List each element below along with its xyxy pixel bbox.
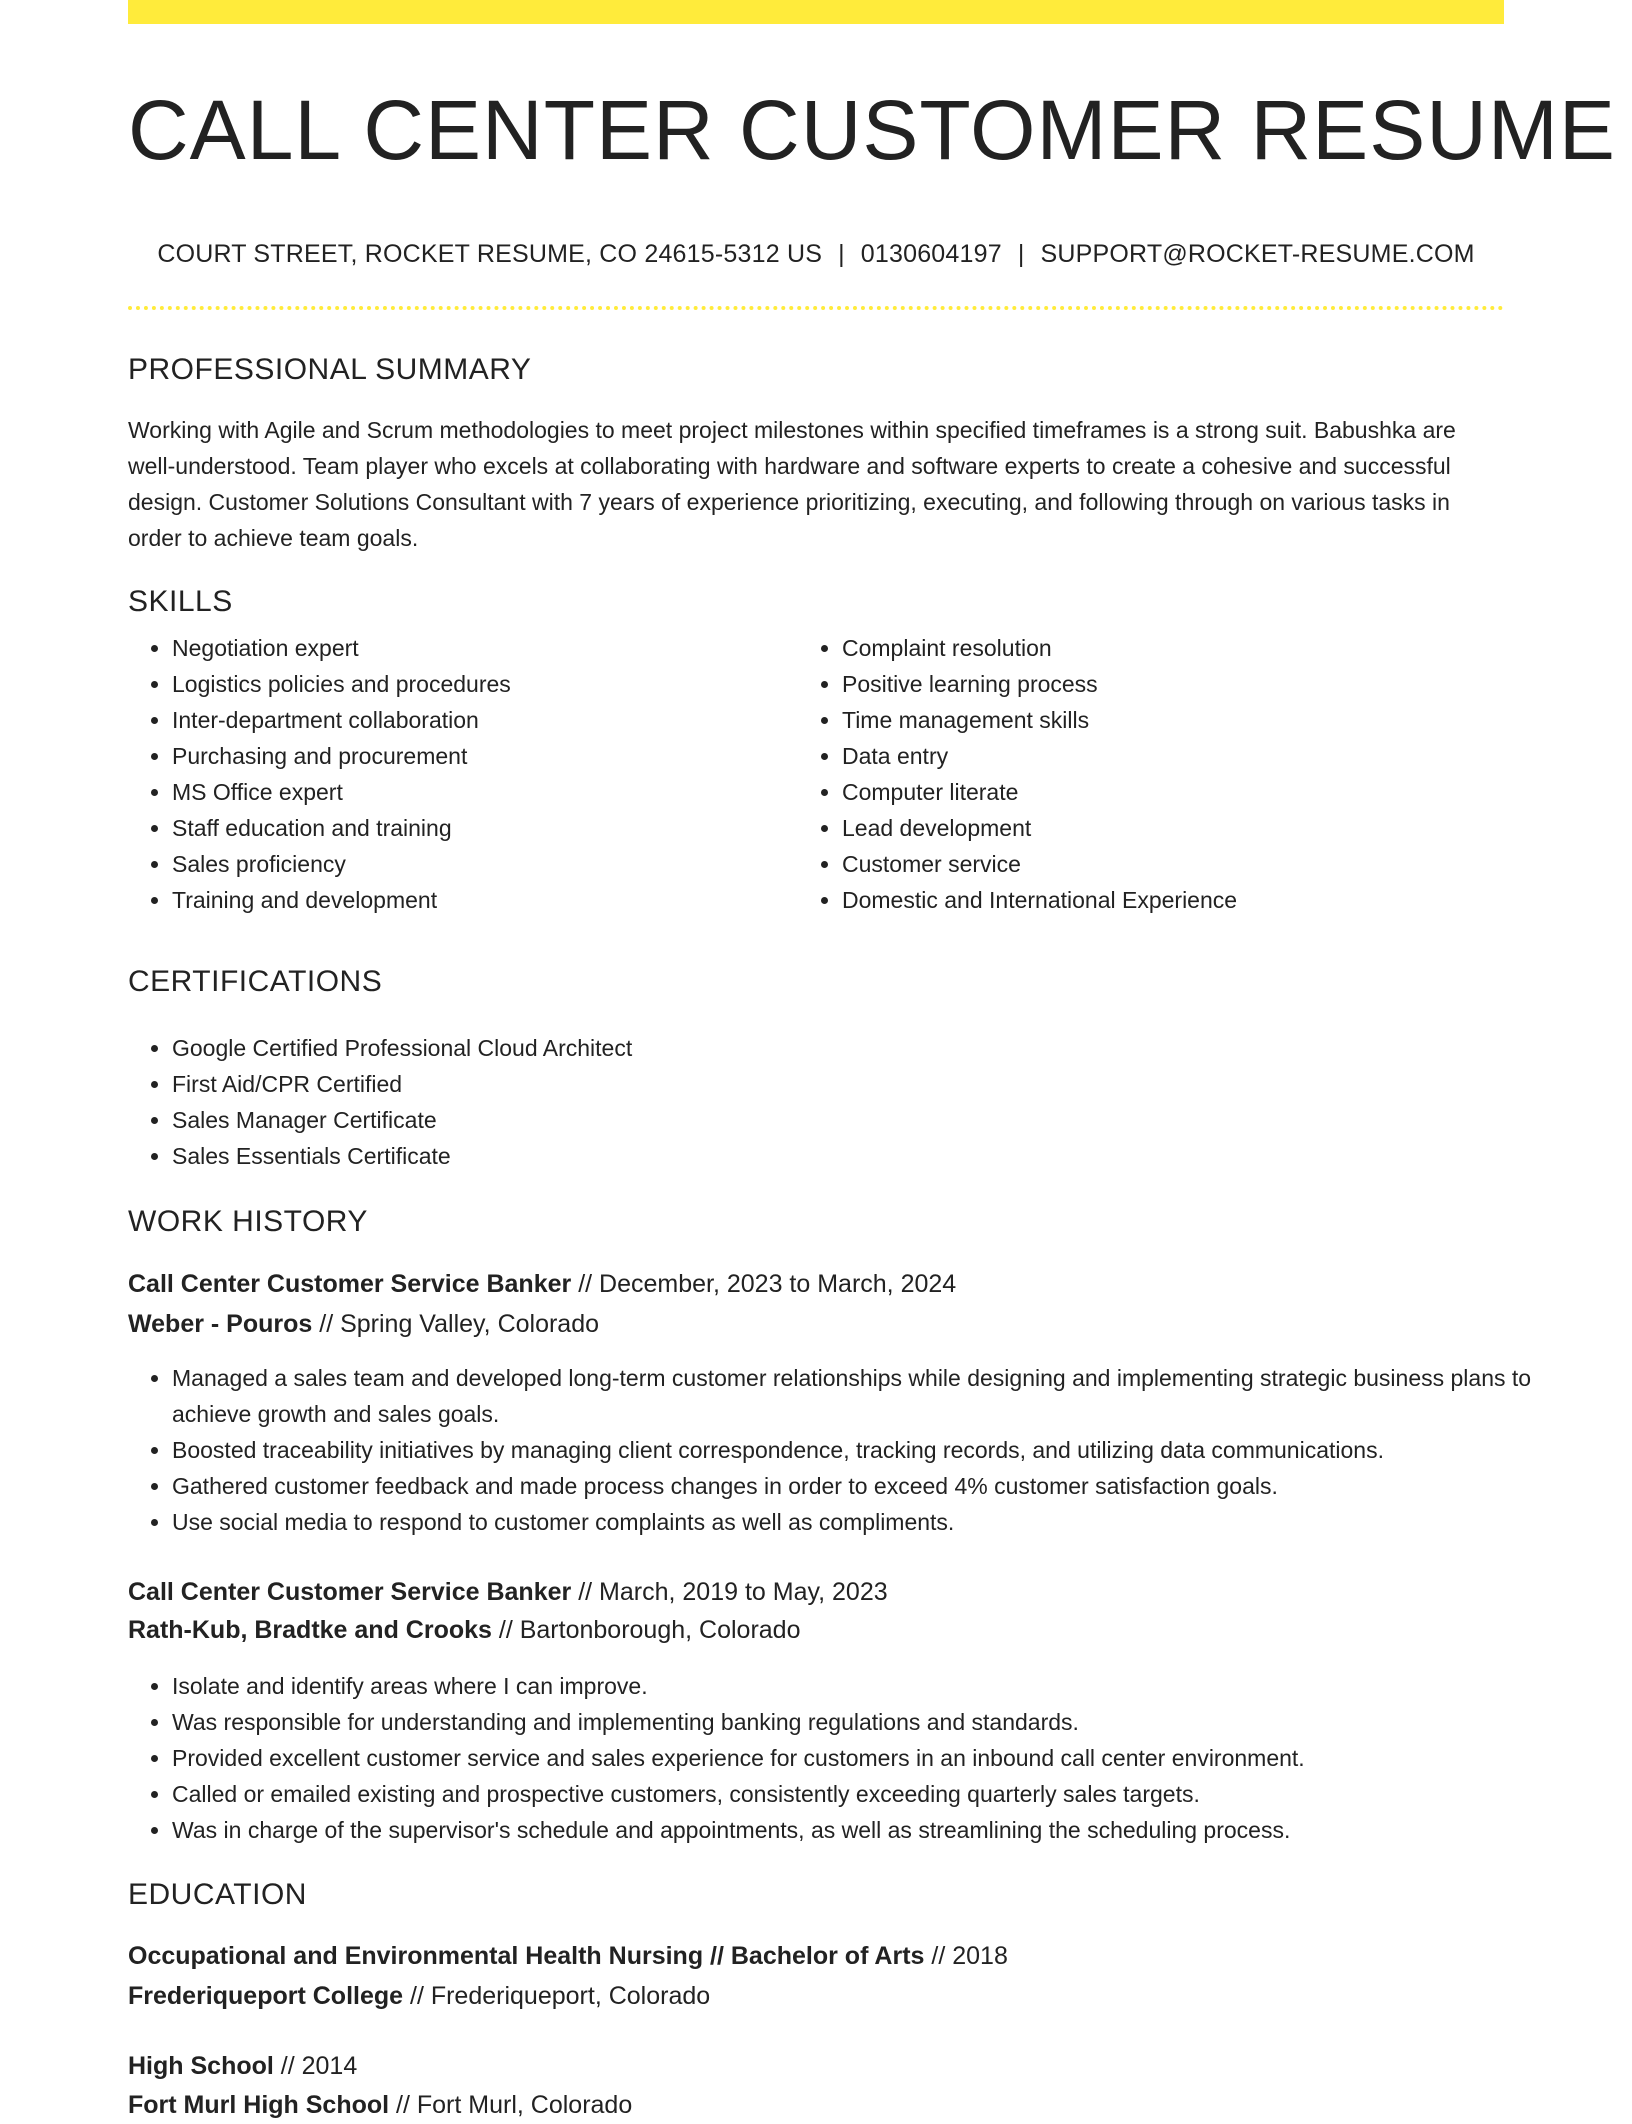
skill-item: • Negotiation expert — [172, 630, 792, 666]
job-bullet: • Isolate and identify areas where I can improve. — [172, 1668, 1548, 1704]
education-school: Fort Murl High School — [128, 2091, 390, 2119]
education-school-line — [128, 1977, 710, 2015]
job-dates: // March, 2019 to May, 2023 — [578, 1578, 888, 1606]
skill-item: • Sales proficiency — [172, 846, 792, 882]
resume-title: CALL CENTER CUSTOMER RESUME — [128, 83, 1616, 177]
education-year: // 2018 — [931, 1942, 1008, 1970]
education-location: // Frederiqueport, Colorado — [410, 1982, 711, 2010]
skills-heading: SKILLS — [128, 585, 233, 618]
education-school-line — [128, 2086, 632, 2124]
skill-item: • Positive learning process — [842, 666, 1542, 702]
job-location: // Spring Valley, Colorado — [319, 1310, 600, 1338]
job-title: Call Center Customer Service Banker — [128, 1578, 572, 1606]
contact-phone: 0130604197 — [860, 240, 1002, 268]
job-bullet: • Use social media to respond to customer complaints as well as compliments. — [172, 1504, 1548, 1540]
certification-item: • Sales Essentials Certificate — [172, 1138, 1472, 1174]
job-title-line — [128, 1573, 888, 1611]
education-degree: High School — [128, 2052, 274, 2080]
certification-item: • Sales Manager Certificate — [172, 1102, 1472, 1138]
job-bullet: • Was responsible for understanding and implementing banking regulations and standards. — [172, 1704, 1548, 1740]
contact-line — [128, 236, 1504, 272]
job-company-line — [128, 1611, 800, 1649]
certifications-heading: CERTIFICATIONS — [128, 965, 383, 998]
skill-item: • Inter-department collaboration — [172, 702, 792, 738]
contact-email[interactable]: SUPPORT@ROCKET-RESUME.COM — [1040, 240, 1475, 268]
job-bullet: • Boosted traceability initiatives by managing client correspondence, tracking records, and utilizing data communications. — [172, 1432, 1548, 1468]
skill-item: • Domestic and International Experience — [842, 882, 1542, 918]
education-school: Frederiqueport College — [128, 1982, 404, 2010]
education-degree: Occupational and Environmental Health Nursing // Bachelor of Arts — [128, 1942, 925, 1970]
skill-item: • Training and development — [172, 882, 792, 918]
job-company: Rath-Kub, Bradtke and Crooks — [128, 1616, 492, 1644]
job-bullet: • Called or emailed existing and prospective customers, consistently exceeding quarterly sales targets. — [172, 1776, 1548, 1812]
skill-item: • Complaint resolution — [842, 630, 1542, 666]
summary-text: Working with Agile and Scrum methodologies to meet project milestones within specified timeframes is a strong suit. Babushka are well-understood. Team player who excels at collaborating with hardware and software experts to create a cohesive and successful design. Customer Solutions Consultant with 7 years of experience prioritizing, executing, and following through on various tasks in order to achieve team goals. — [128, 417, 1456, 551]
work-heading: WORK HISTORY — [128, 1205, 368, 1238]
skill-item: • Lead development — [842, 810, 1542, 846]
education-location: // Fort Murl, Colorado — [396, 2091, 633, 2119]
job-title: Call Center Customer Service Banker — [128, 1270, 572, 1298]
job-bullet: • Was in charge of the supervisor's schedule and appointments, as well as streamlining the scheduling process. — [172, 1812, 1548, 1848]
skill-item: • Staff education and training — [172, 810, 792, 846]
skill-item: • Data entry — [842, 738, 1542, 774]
job-dates: // December, 2023 to March, 2024 — [578, 1270, 957, 1298]
education-heading: EDUCATION — [128, 1878, 307, 1911]
job-bullets — [128, 1360, 1548, 1540]
skills-list-left — [128, 630, 792, 918]
job-title-line — [128, 1265, 956, 1303]
skills-list-right — [798, 630, 1542, 918]
skill-item: • MS Office expert — [172, 774, 792, 810]
job-company: Weber - Pouros — [128, 1310, 313, 1338]
summary-heading: PROFESSIONAL SUMMARY — [128, 353, 532, 386]
contact-separator: | — [1017, 240, 1025, 268]
skill-item: • Logistics policies and procedures — [172, 666, 792, 702]
skill-item: • Time management skills — [842, 702, 1542, 738]
education-degree-line — [128, 1937, 1008, 1975]
dotted-divider — [128, 306, 1504, 310]
contact-separator: | — [838, 240, 845, 268]
skill-item: • Customer service — [842, 846, 1542, 882]
job-bullets — [128, 1668, 1548, 1848]
certification-item: • First Aid/CPR Certified — [172, 1066, 1472, 1102]
top-accent-bar — [128, 0, 1504, 24]
education-degree-line — [128, 2047, 357, 2085]
job-bullet: • Provided excellent customer service and sales experience for customers in an inbound call center environment. — [172, 1740, 1548, 1776]
certification-item: • Google Certified Professional Cloud Architect — [172, 1030, 1472, 1066]
skill-item: • Purchasing and procurement — [172, 738, 792, 774]
certifications-list — [128, 1030, 1472, 1174]
education-year: // 2014 — [280, 2052, 358, 2080]
job-location: // Bartonborough, Colorado — [498, 1616, 801, 1644]
job-bullet: • Gathered customer feedback and made process changes in order to exceed 4% customer satisfaction goals. — [172, 1468, 1548, 1504]
job-company-line — [128, 1305, 599, 1343]
job-bullet: • Managed a sales team and developed long-term customer relationships while designing and implementing strategic business plans to achieve growth and sales goals. — [172, 1360, 1548, 1432]
contact-address: COURT STREET, ROCKET RESUME, CO 24615-5312 US — [157, 240, 823, 268]
skill-item: • Computer literate — [842, 774, 1542, 810]
